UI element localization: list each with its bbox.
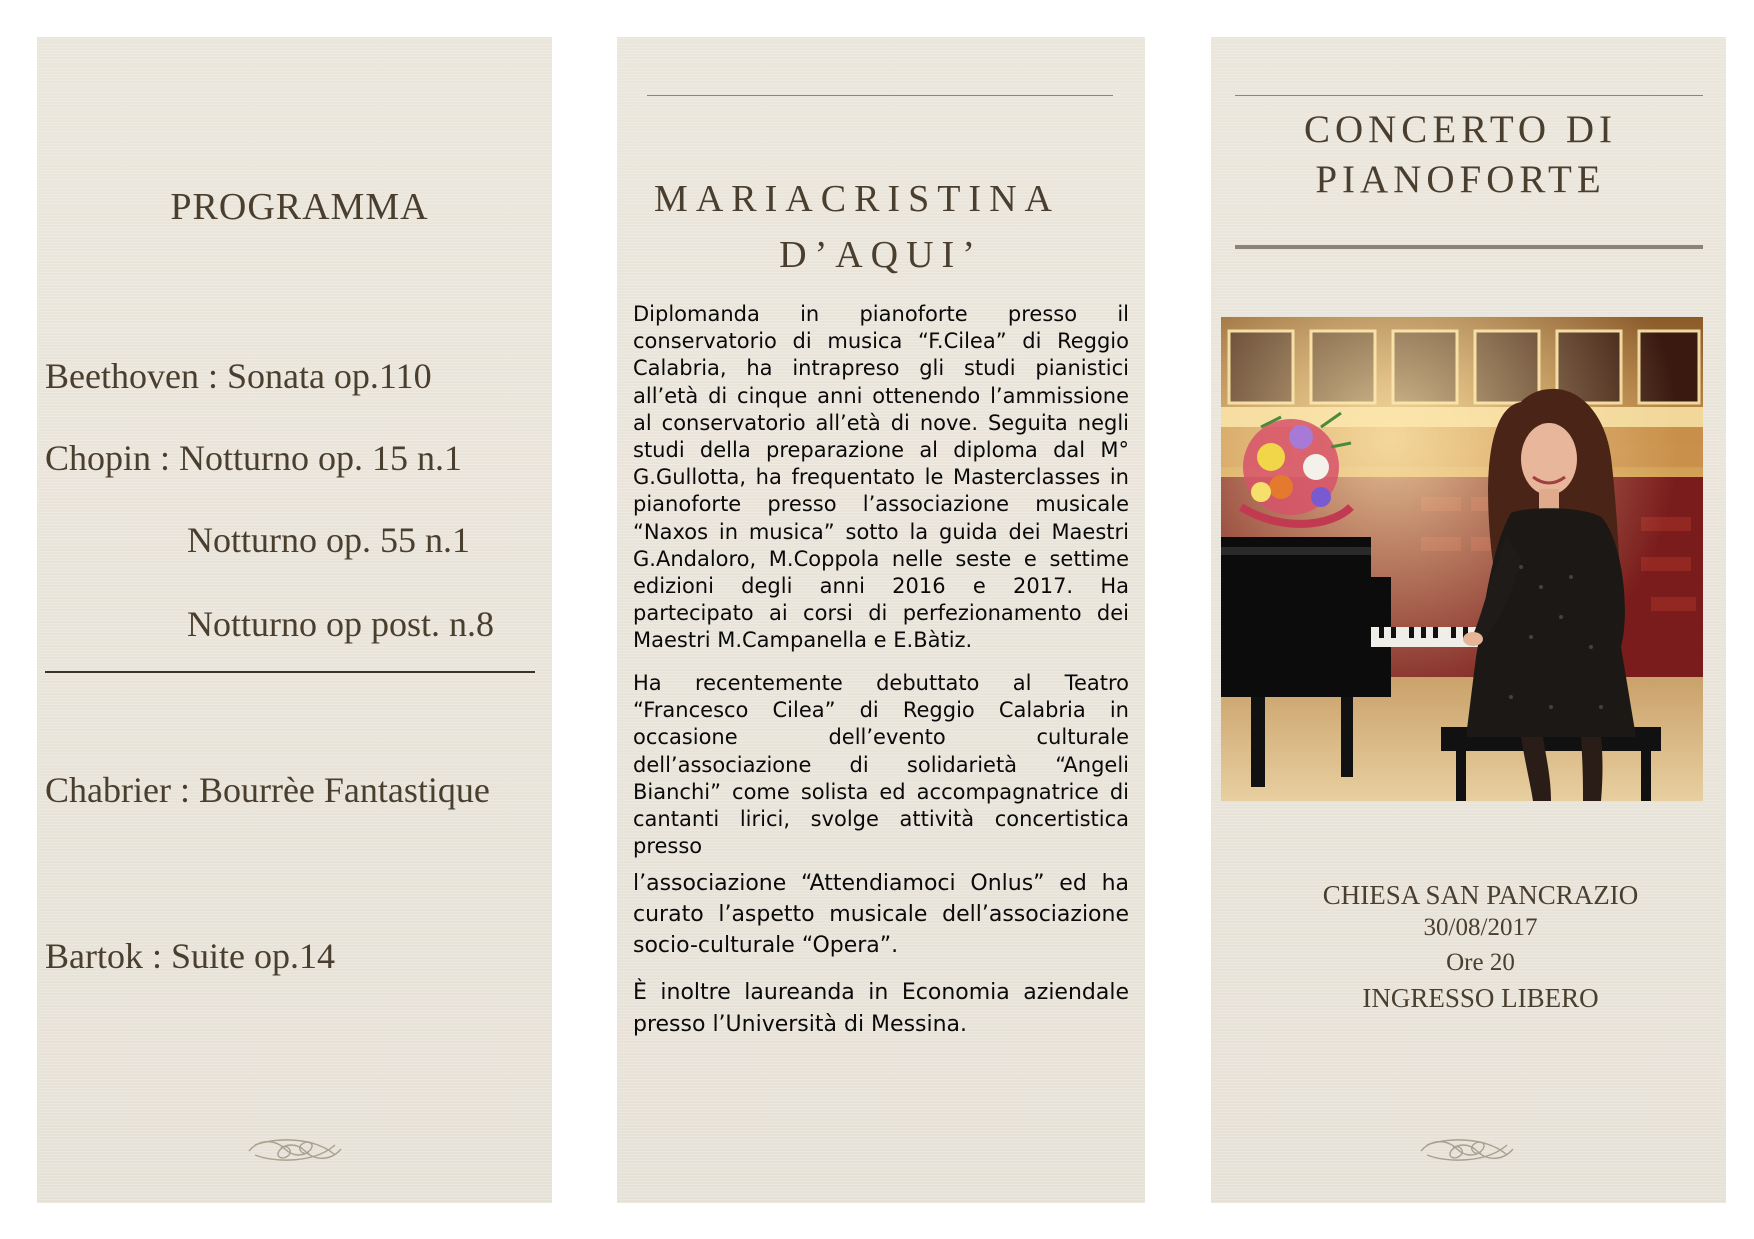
- program-item: Bartok : Suite op.14: [45, 936, 335, 976]
- program-item: Notturno op post. n.8: [187, 604, 495, 644]
- bio-paragraph: l’associazione “Attendiamoci Onlus” ed ha curato l’aspetto musicale dell’associazione socio-culturale “Opera”.: [633, 871, 1129, 958]
- pianist-photo-illustration: [1221, 317, 1703, 801]
- program-item: Beethoven : Sonata op.110: [45, 356, 432, 396]
- performer-photo: [1221, 317, 1703, 801]
- flourish-ornament-icon: [245, 1133, 345, 1167]
- flourish-ornament-icon: [1417, 1133, 1517, 1167]
- performer-name-first: MARIACRISTINA: [654, 178, 1060, 220]
- concert-title: CONCERTO DI: [1303, 108, 1618, 151]
- performer-name-last: D’AQUI’: [779, 234, 983, 276]
- program-item: Chabrier : Bourrèe Fantastique: [45, 770, 490, 810]
- biography-panel: [617, 37, 1145, 1203]
- divider: [1235, 95, 1703, 96]
- concert-date: 30/08/2017: [1423, 914, 1538, 941]
- program-title: PROGRAMMA: [170, 186, 429, 228]
- concert-panel: [1211, 37, 1726, 1203]
- program-item: Notturno op. 55 n.1: [187, 520, 470, 560]
- program-item: Chopin : Notturno op. 15 n.1: [45, 438, 463, 478]
- bio-paragraph: Diplomanda in pianoforte presso il conservatorio di musica “F.Cilea” di Reggio Calabria, ha intrapreso gli studi pianistici all’età di cinque anni ottenendo l’ammissione al conservatorio all’età di nove. Seguita negli studi della preparazione al diploma dal M° G.Gullotta, ha frequentato le Masterclasses in pianoforte presso l’associazione musicale “Naxos in musica” sotto la guida dei Maestri G.Andaloro, M.Coppola nelle seste e settime edizioni degli anni 2016 e 2017. Ha partecipato ai corsi di perfezionamento dei Maestri M.Campanella e E.Bàtiz.: [633, 302, 1129, 653]
- divider: [1235, 245, 1703, 249]
- concert-title: PIANOFORTE: [1315, 158, 1606, 201]
- concert-entry: INGRESSO LIBERO: [1362, 983, 1599, 1013]
- concert-time: Ore 20: [1446, 949, 1515, 976]
- bio-paragraph: È inoltre laureanda in Economia aziendale presso l’Università di Messina.: [633, 980, 1129, 1037]
- bio-paragraph: Ha recentemente debuttato al Teatro “Francesco Cilea” di Reggio Calabria in occasione dell’evento culturale dell’associazione di solidarietà “Angeli Bianchi” come solista ed accompagnatrice di cantanti lirici, svolge attività concertistica presso: [633, 671, 1129, 859]
- divider: [647, 95, 1113, 96]
- concert-venue: CHIESA SAN PANCRAZIO: [1322, 880, 1639, 910]
- program-panel: [37, 37, 552, 1203]
- divider: [45, 671, 535, 673]
